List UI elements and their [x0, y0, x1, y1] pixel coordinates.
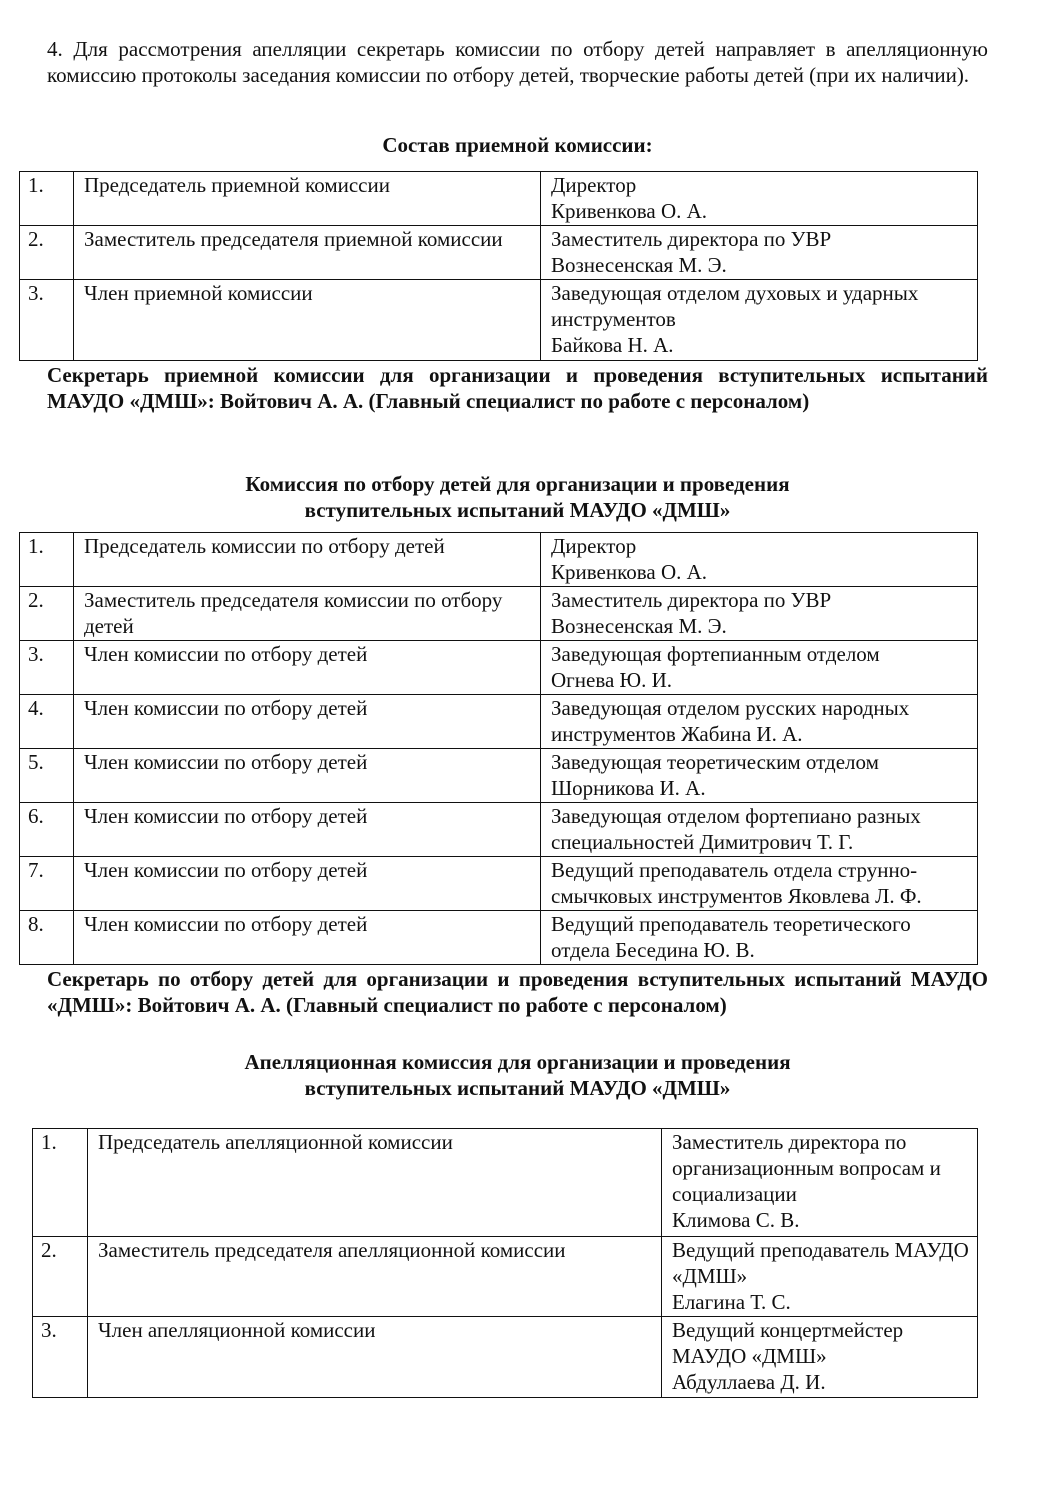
- position-cell: Заведующая отделом русских народных инструментов Жабина И. А.: [541, 695, 978, 749]
- position-cell: [541, 749, 978, 803]
- role-cell: Член приемной комиссии: [74, 280, 541, 361]
- table-row: [20, 749, 978, 803]
- position-cell: [662, 1237, 978, 1317]
- position-line: Директор: [551, 173, 637, 197]
- role-cell: Член комиссии по отбору детей: [74, 857, 541, 911]
- person-name: Абдуллаева Д. И.: [672, 1370, 826, 1394]
- position-line: Директор: [551, 534, 637, 558]
- position-cell: [541, 533, 978, 587]
- row-number: 2.: [33, 1237, 88, 1317]
- title-line: вступительных испытаний МАУДО «ДМШ»: [304, 498, 731, 522]
- position-cell: Ведущий преподаватель отдела струнно-смычковых инструментов Яковлева Л. Ф.: [541, 857, 978, 911]
- table-row: [20, 641, 978, 695]
- position-cell: [541, 587, 978, 641]
- table-row: [33, 1129, 978, 1237]
- position-line: Заместитель директора по УВР: [551, 227, 832, 251]
- position-line: Заместитель директора по УВР: [551, 588, 832, 612]
- role-cell: Заместитель председателя комиссии по отбору детей: [74, 587, 541, 641]
- row-number: 1.: [20, 172, 74, 226]
- row-number: 2.: [20, 587, 74, 641]
- appeal-commission-table: [32, 1128, 978, 1398]
- row-number: 3.: [20, 641, 74, 695]
- person-name: Байкова Н. А.: [551, 333, 674, 357]
- table-row: [20, 280, 978, 361]
- table-row: [33, 1317, 978, 1398]
- position-line: Заведующая теоретическим отделом: [551, 750, 879, 774]
- person-name: Огнева Ю. И.: [551, 668, 673, 692]
- table-row: [20, 911, 978, 965]
- admission-secretary-note: Секретарь приемной комиссии для организации и проведения вступительных испытаний МАУДО «ДМШ»: Войтович А. А. (Главный специалист по работе с персоналом): [47, 363, 988, 413]
- row-number: 7.: [20, 857, 74, 911]
- table-row: [20, 226, 978, 280]
- position-cell: Ведущий преподаватель теоретического отдела Беседина Ю. В.: [541, 911, 978, 965]
- role-cell: Член апелляционной комиссии: [88, 1317, 662, 1398]
- table-row: [20, 587, 978, 641]
- position-cell: [662, 1129, 978, 1237]
- table-row: [20, 533, 978, 587]
- role-cell: Член комиссии по отбору детей: [74, 641, 541, 695]
- row-number: 4.: [20, 695, 74, 749]
- admission-commission-title: Состав приемной комиссии:: [382, 133, 653, 157]
- table-row: [20, 695, 978, 749]
- selection-commission-table: [19, 532, 978, 965]
- title-line: Комиссия по отбору детей для организации и проведения: [245, 472, 790, 496]
- position-cell: [541, 280, 978, 361]
- table-row: [20, 803, 978, 857]
- table-row: [33, 1237, 978, 1317]
- role-cell: Председатель приемной комиссии: [74, 172, 541, 226]
- role-cell: Председатель апелляционной комиссии: [88, 1129, 662, 1237]
- role-cell: Член комиссии по отбору детей: [74, 749, 541, 803]
- admission-commission-table: [19, 171, 978, 361]
- role-cell: Заместитель председателя апелляционной комиссии: [88, 1237, 662, 1317]
- role-cell: Член комиссии по отбору детей: [74, 911, 541, 965]
- person-name: Шорникова И. А.: [551, 776, 706, 800]
- position-line: Заведующая фортепианным отделом: [551, 642, 880, 666]
- position-line: Ведущий концертмейстер МАУДО «ДМШ»: [672, 1318, 904, 1368]
- position-cell: [541, 226, 978, 280]
- row-number: 3.: [33, 1317, 88, 1398]
- selection-commission-title: [47, 471, 988, 523]
- position-line: Заместитель директора по организационным вопросам и социализации: [672, 1130, 941, 1206]
- row-number: 3.: [20, 280, 74, 361]
- person-name: Вознесенская М. Э.: [551, 614, 727, 638]
- table-row: [20, 172, 978, 226]
- table-row: [20, 857, 978, 911]
- person-name: Кривенкова О. А.: [551, 560, 708, 584]
- row-number: 6.: [20, 803, 74, 857]
- position-cell: [541, 641, 978, 695]
- person-name: Вознесенская М. Э.: [551, 253, 727, 277]
- row-number: 8.: [20, 911, 74, 965]
- person-name: Кривенкова О. А.: [551, 199, 708, 223]
- row-number: 1.: [33, 1129, 88, 1237]
- appeal-commission-title: [47, 1049, 988, 1101]
- role-cell: Заместитель председателя приемной комиссии: [74, 226, 541, 280]
- role-cell: Председатель комиссии по отбору детей: [74, 533, 541, 587]
- role-cell: Член комиссии по отбору детей: [74, 803, 541, 857]
- position-cell: [541, 172, 978, 226]
- position-line: Заведующая отделом духовых и ударных инструментов: [551, 281, 919, 331]
- title-line: вступительных испытаний МАУДО «ДМШ»: [304, 1076, 731, 1100]
- position-cell: Заведующая отделом фортепиано разных специальностей Димитрович Т. Г.: [541, 803, 978, 857]
- person-name: Климова С. В.: [672, 1208, 800, 1232]
- row-number: 1.: [20, 533, 74, 587]
- position-line: Ведущий преподаватель МАУДО «ДМШ»: [672, 1238, 969, 1288]
- intro-paragraph: 4. Для рассмотрения апелляции секретарь комиссии по отбору детей направляет в апелляционную комиссию протоколы заседания комиссии по отбору детей, творческие работы детей (при их наличии).: [47, 37, 988, 87]
- row-number: 2.: [20, 226, 74, 280]
- position-cell: [662, 1317, 978, 1398]
- person-name: Елагина Т. С.: [672, 1290, 791, 1314]
- row-number: 5.: [20, 749, 74, 803]
- title-line: Апелляционная комиссия для организации и проведения: [244, 1050, 791, 1074]
- role-cell: Член комиссии по отбору детей: [74, 695, 541, 749]
- selection-secretary-note: Секретарь по отбору детей для организации и проведения вступительных испытаний МАУДО «ДМШ»: Войтович А. А. (Главный специалист по работе с персоналом): [47, 967, 988, 1017]
